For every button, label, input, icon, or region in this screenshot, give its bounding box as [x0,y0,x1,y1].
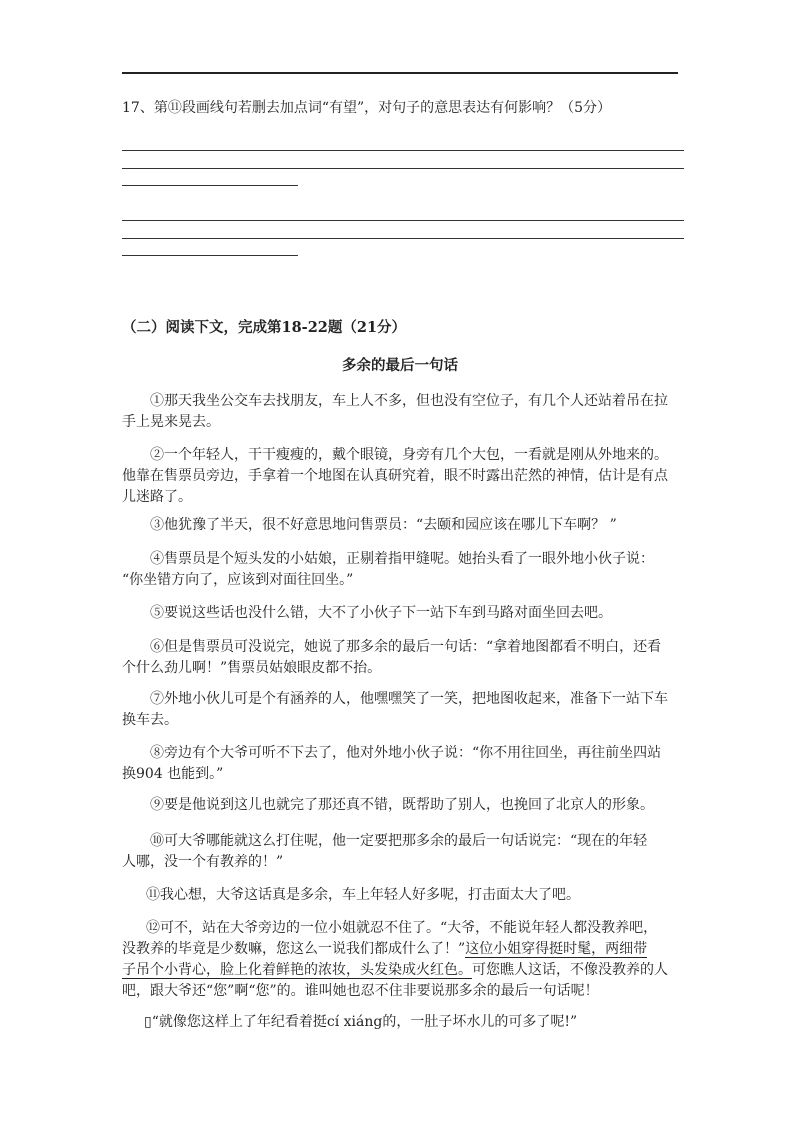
answer-line [122,238,684,239]
paragraph-7: ⑦外地小伙儿可是个有涵养的人，他嘿嘿笑了一笑，把地图收起来，准备下一站下车 换车去。 [122,691,668,728]
paragraph-3: ③他犹豫了半天，很不好意思地问售票员：“去颐和园应该在哪儿下车啊？ ” [150,517,617,533]
answer-line [122,150,684,151]
top-divider [122,72,678,74]
underlined-sentence: 这位小姐穿得挺时髦，两细带 [465,941,648,957]
answer-line [122,220,684,221]
paragraph-5: ⑤要说这些话也没什么错，大不了小伙子下一站下车到马路对面坐回去吧。 [150,605,612,621]
paragraph-6: ⑥但是售票员可没说完，她说了那多余的最后一句话：“拿着地图都看不明白，还看 个什么劲儿啊！”售票员姑娘眼皮都不抬。 [122,639,662,676]
paragraph-9: ⑨要是他说到这儿也就完了那还真不错，既帮助了别人，也挽回了北京人的形象。 [150,797,654,813]
paragraph-4: ④售票员是个短头发的小姑娘，正剔着指甲缝呢。她抬头看了一眼外地小伙子说： “你坐错方向了，应该到对面往回坐。” [122,551,654,588]
answer-line [122,255,298,256]
paragraph-1: ①那天我坐公交车去找朋友，车上人不多，但也没有空位子，有几个人还站着吊在拉 手上晃来晃去。 [122,393,668,430]
answer-line [122,168,684,169]
paragraph-12: ⑫可不，站在大爷旁边的一位小姐就忍不住了。“大爷，不能说年轻人都没教养吧， 没教养的毕竟是少数嘛，您这么一说我们都成什么了！”这位小姐穿得挺时髦，两细带 子吊个小背心，脸上化着鲜艳的浓妆，头发染成火红色。可您瞧人这话，不像没教养的人 吧，跟大爷还“您”啊“您”的。谁叫她也忍不住非要说那多余的最后一句话呢！ [122,920,668,999]
paragraph-2: ②一个年轻人，干干瘦瘦的，戴个眼镜，身旁有几个大包，一看就是刚从外地来的。 他靠在售票员旁边，手拿着一个地图在认真研究着，眼不时露出茫然的神情，估计是有点 儿迷路了。 [122,447,668,505]
section-heading: （二）阅读下文，完成第18-22题（21分） [122,319,407,336]
question-17: 17、第⑪段画线句若删去加点词“有望”，对句子的意思表达有何影响？（5分） [122,100,612,116]
underlined-sentence-cont: 子吊个小背心，脸上化着鲜艳的浓妆，头发染成火红色。 [122,962,472,978]
article-title: 多余的最后一句话 [342,357,458,374]
paragraph-13: ▯“就像您这样上了年纪看着挺cí xiáng的，一肚子坏水儿的可多了呢!” [144,1014,578,1030]
paragraph-10: ⑩可大爷哪能就这么打住呢，他一定要把那多余的最后一句话说完：“现在的年轻 人哪，没一个有教养的！” [122,833,648,870]
paragraph-11: ⑪我心想，大爷这话真是多余，车上年轻人好多呢，打击面太大了吧。 [146,887,580,903]
paragraph-8: ⑧旁边有个大爷可听不下去了，他对外地小伙子说：“你不用往回坐，再往前坐四站 换904 也能到。” [122,745,662,782]
answer-line [122,185,298,186]
